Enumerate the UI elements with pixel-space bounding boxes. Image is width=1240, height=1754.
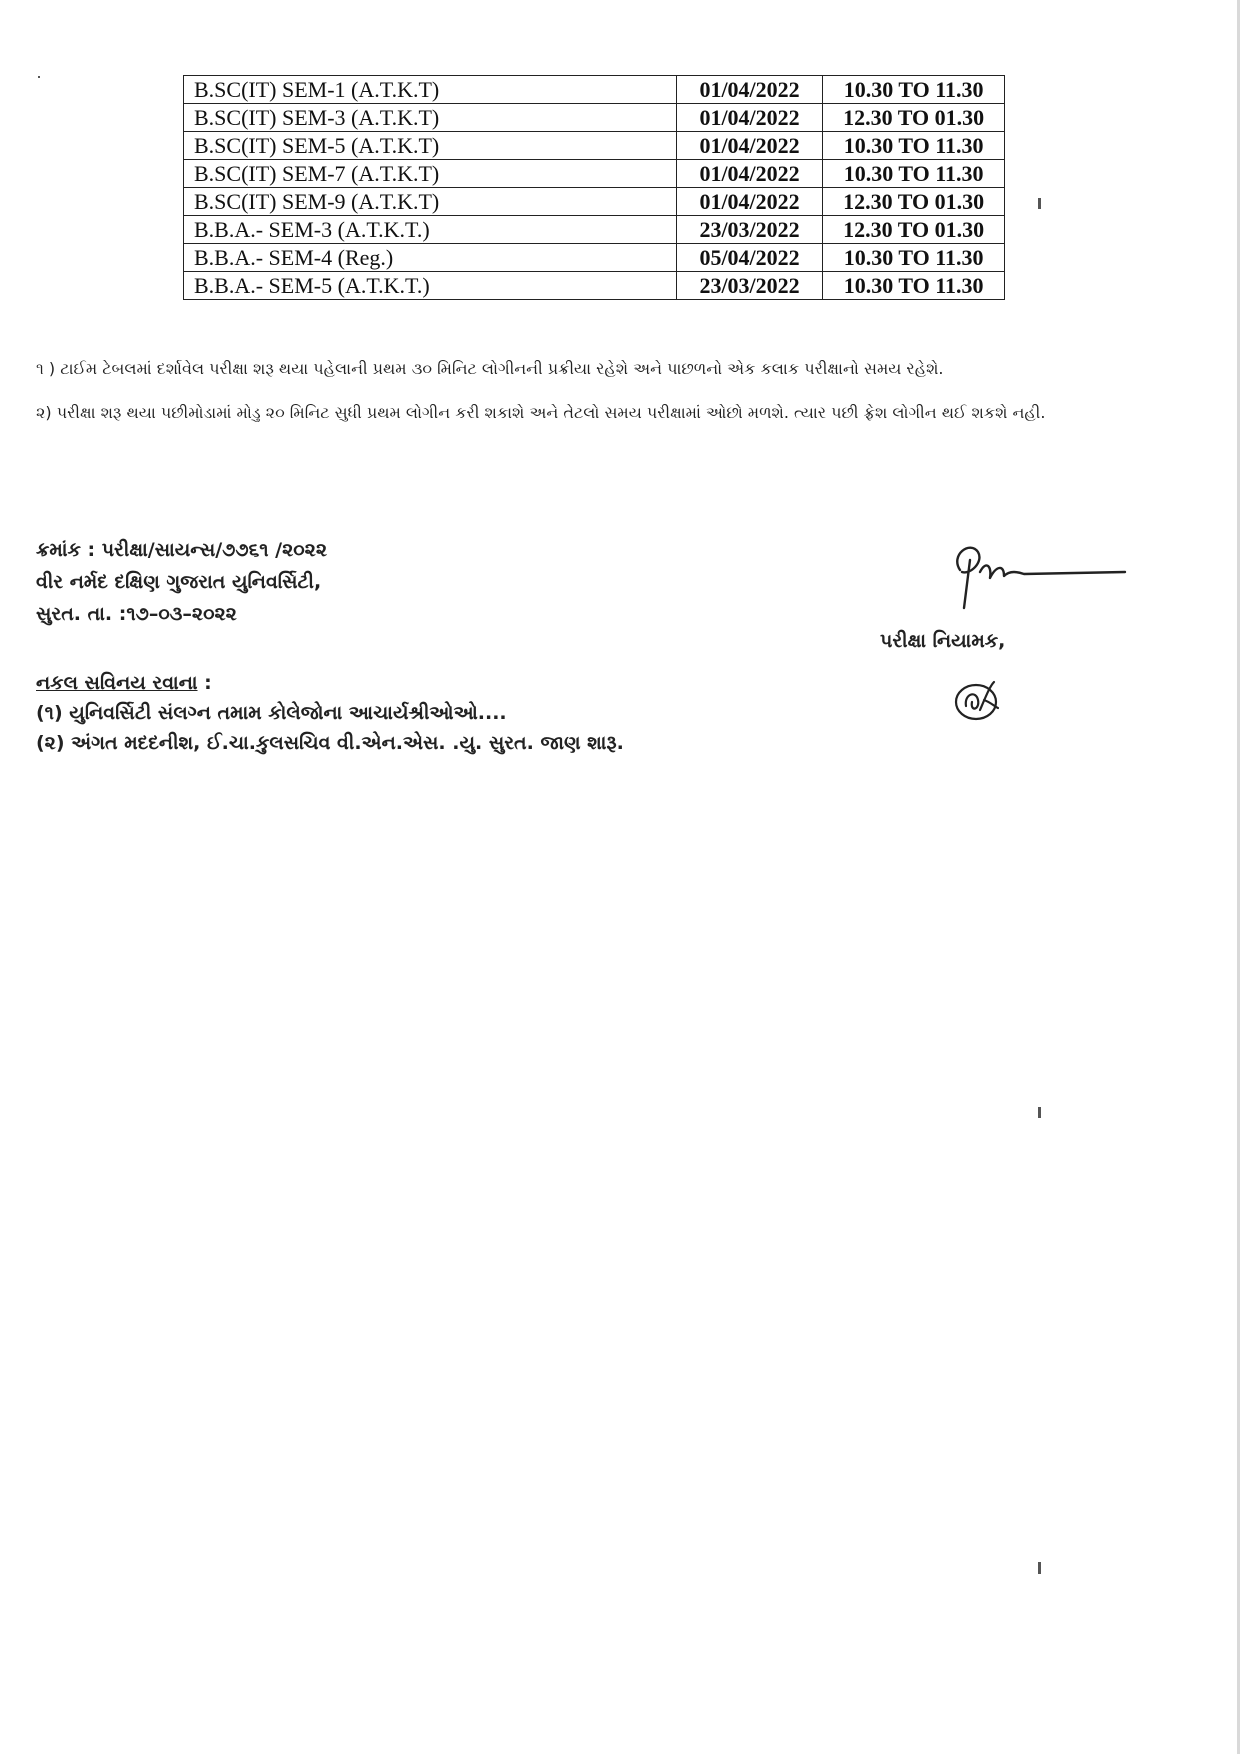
time-cell: 10.30 TO 11.30: [823, 160, 1005, 188]
copy-to-block: [36, 668, 624, 758]
scan-speck: [38, 76, 40, 78]
time-cell: 10.30 TO 11.30: [823, 132, 1005, 160]
instruction-note-2: ૨) પરીક્ષા શરૂ થયા પછીમોડામાં મોડુ ૨૦ મિનિટ સુધી પ્રથમ લોગીન કરી શકાશે અને તેટલો સમય પરીક્ષામાં ઓછો મળશે. ત્યાર પછી ફ્રેશ લોગીન થઈ શકશે નહી.: [36, 403, 1046, 422]
schedule-row: [184, 272, 1005, 300]
scan-speck: [1038, 1107, 1041, 1118]
course-cell: B.SC(IT) SEM-5 (A.T.K.T): [184, 132, 677, 160]
schedule-row: [184, 244, 1005, 272]
schedule-row: [184, 104, 1005, 132]
signatory-title: પરીક્ષા નિયામક,: [880, 630, 1006, 652]
course-cell: B.SC(IT) SEM-9 (A.T.K.T): [184, 188, 677, 216]
schedule-row: [184, 132, 1005, 160]
course-cell: B.SC(IT) SEM-7 (A.T.K.T): [184, 160, 677, 188]
schedule-row: [184, 216, 1005, 244]
copy-to-item: (૨) અંગત મદદનીશ, ઈ.ચા.કુલસચિવ વી.એન.એસ. .યુ. સુરત. જાણ શારૂ.: [36, 732, 624, 754]
schedule-row: [184, 160, 1005, 188]
copy-to-item: (૧) યુનિવર્સિટી સંલગ્ન તમામ કોલેજોના આચાર્યશ્રીઓઓ....: [36, 702, 507, 724]
schedule-row: [184, 188, 1005, 216]
university-name: વીર નર્મદ દક્ષિણ ગુજરાત યુનિવર્સિટી,: [36, 571, 322, 593]
date-cell: 05/04/2022: [676, 244, 823, 272]
date-cell: 23/03/2022: [676, 272, 823, 300]
scan-speck: [1038, 1562, 1041, 1574]
course-cell: B.B.A.- SEM-4 (Reg.): [184, 244, 677, 272]
copy-to-heading: નકલ સવિનય રવાના: [36, 672, 198, 694]
date-cell: 01/04/2022: [676, 188, 823, 216]
reference-number: ક્રમાંક : પરીક્ષા/સાયન્સ/૭૭૬૧ /૨૦૨૨: [36, 539, 327, 561]
exam-schedule-table: [183, 75, 1005, 300]
course-cell: B.B.A.- SEM-3 (A.T.K.T.): [184, 216, 677, 244]
date-cell: 23/03/2022: [676, 216, 823, 244]
time-cell: 10.30 TO 11.30: [823, 272, 1005, 300]
time-cell: 12.30 TO 01.30: [823, 104, 1005, 132]
date-cell: 01/04/2022: [676, 160, 823, 188]
time-cell: 12.30 TO 01.30: [823, 188, 1005, 216]
time-cell: 12.30 TO 01.30: [823, 216, 1005, 244]
time-cell: 10.30 TO 11.30: [823, 244, 1005, 272]
course-cell: B.SC(IT) SEM-3 (A.T.K.T): [184, 104, 677, 132]
place-and-date: સુરત. તા. :૧૭–૦૩–૨૦૨૨: [36, 603, 237, 625]
course-cell: B.SC(IT) SEM-1 (A.T.K.T): [184, 76, 677, 104]
initials-mark: [950, 676, 1006, 724]
date-cell: 01/04/2022: [676, 132, 823, 160]
course-cell: B.B.A.- SEM-5 (A.T.K.T.): [184, 272, 677, 300]
copy-to-colon: :: [197, 672, 212, 694]
reference-block: [36, 534, 327, 630]
signature: [940, 530, 1140, 620]
instruction-note-1: ૧ ) ટાઈમ ટેબલમાં દર્શાવેલ પરીક્ષા શરૂ થયા પહેલાની પ્રથમ ૩૦ મિનિટ લોગીનની પ્રક્રીયા રહેશે અને પાછળનો એક કલાક પરીક્ષાનો સમય રહેશે.: [36, 359, 944, 378]
schedule-row: [184, 76, 1005, 104]
date-cell: 01/04/2022: [676, 104, 823, 132]
date-cell: 01/04/2022: [676, 76, 823, 104]
scan-speck: [1038, 198, 1041, 209]
time-cell: 10.30 TO 11.30: [823, 76, 1005, 104]
